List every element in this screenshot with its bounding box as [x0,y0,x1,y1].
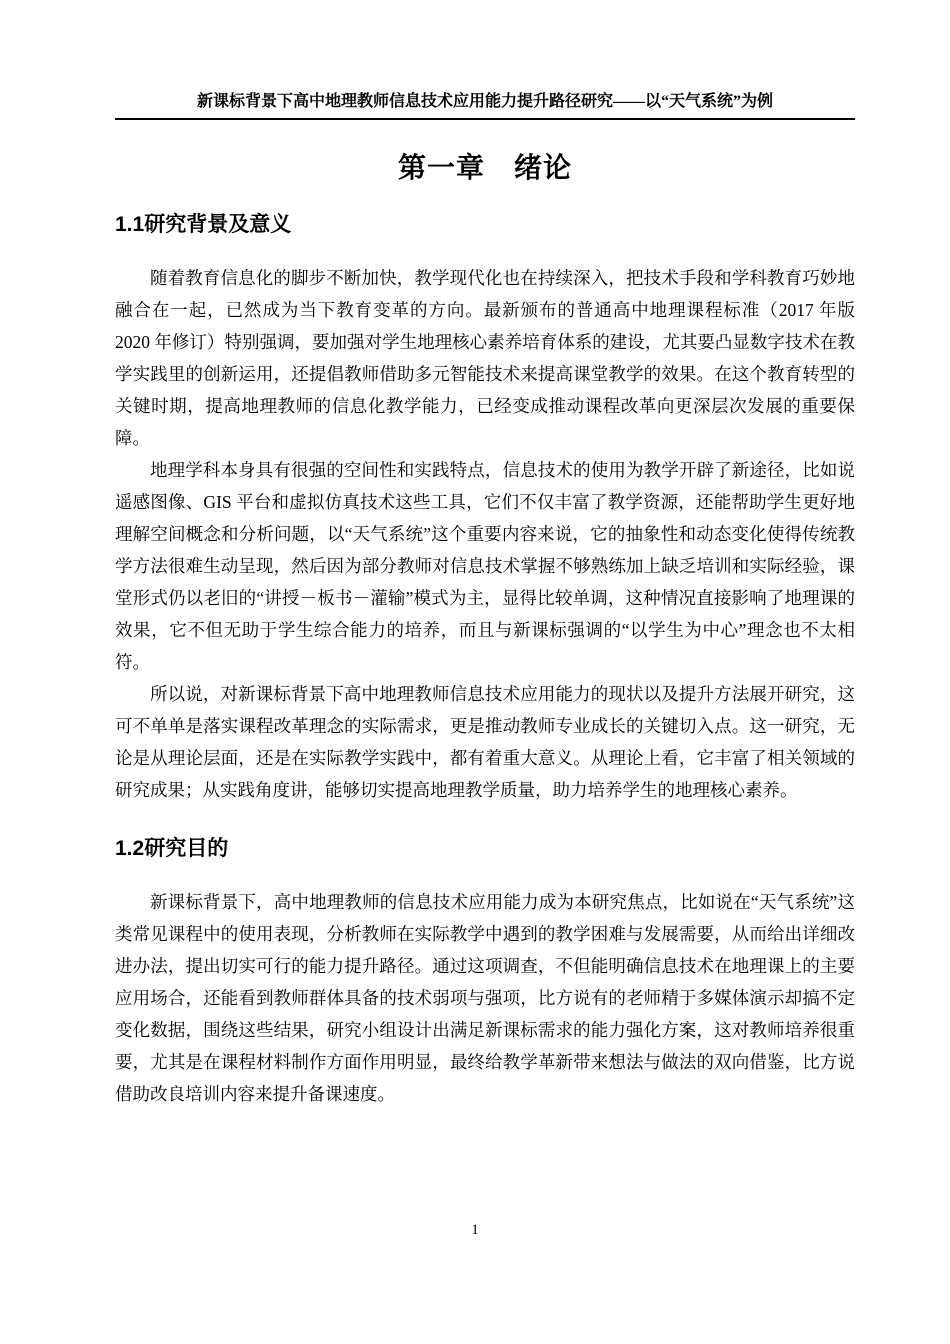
paragraph: 地理学科本身具有很强的空间性和实践特点，信息技术的使用为教学开辟了新途径，比如说遥感图像、GIS 平台和虚拟仿真技术这些工具，它们不仅丰富了教学资源，还能帮助学生更好地理解空间概念和分析问题，以“天气系统”这个重要内容来说，它的抽象性和动态变化使得传统教学方法很难生动呈现，然后因为部分教师对信息技术掌握不够熟练加上缺乏培训和实际经验，课堂形式仍以老旧的“讲授－板书－灌输”模式为主，显得比较单调，这种情况直接影响了地理课的效果，它不但无助于学生综合能力的培养，而且与新课标强调的“以学生为中心”理念也不太相符。 [115,460,855,672]
section-heading-1-1: 1.1研究背景及意义 [115,213,292,236]
page-number: 1 [471,1222,479,1238]
page-header [115,88,855,120]
section-heading-1-2: 1.2研究目的 [115,837,229,860]
paragraph: 所以说，对新课标背景下高中地理教师信息技术应用能力的现状以及提升方法展开研究，这可不单单是落实课程改革理念的实际需求，更是推动教师专业成长的关键切入点。这一研究，无论是从理论层面，还是在实际教学实践中，都有着重大意义。从理论上看，它丰富了相关领域的研究成果；从实践角度讲，能够切实提高地理教学质量，助力培养学生的地理核心素养。 [115,684,855,800]
section-1-2-body [115,886,855,1110]
paragraph: 新课标背景下，高中地理教师的信息技术应用能力成为本研究焦点，比如说在“天气系统”这类常见课程中的使用表现，分析教师在实际教学中遇到的教学困难与发展需要，从而给出详细改进办法，提出切实可行的能力提升路径。通过这项调查，不但能明确信息技术在地理课上的主要应用场合，还能看到教师群体具备的技术弱项与强项，比方说有的老师精于多媒体演示却搞不定变化数据，围绕这些结果，研究小组设计出满足新课标需求的能力强化方案，这对教师培养很重要，尤其是在课程材料制作方面作用明显，最终给教学革新带来想法与做法的双向借鉴，比方说借助改良培训内容来提升备课速度。 [115,892,855,1104]
running-title: 新课标背景下高中地理教师信息技术应用能力提升路径研究——以“天气系统”为例 [196,93,773,110]
paragraph: 随着教育信息化的脚步不断加快，教学现代化也在持续深入，把技术手段和学科教育巧妙地融合在一起，已然成为当下教育变革的方向。最新颁布的普通高中地理课程标准（2017 年版 2020 年修订）特别强调，要加强对学生地理核心素养培育体系的建设，尤其要凸显数字技术在教学实践里的创新运用，还提倡教师借助多元智能技术来提高课堂教学的效果。在这个教育转型的关键时期，提高地理教师的信息化教学能力，已经变成推动课程改革向更深层次发展的重要保障。 [115,268,855,448]
chapter-title: 第一章 绪论 [397,152,572,183]
section-1-1-body [115,262,855,806]
